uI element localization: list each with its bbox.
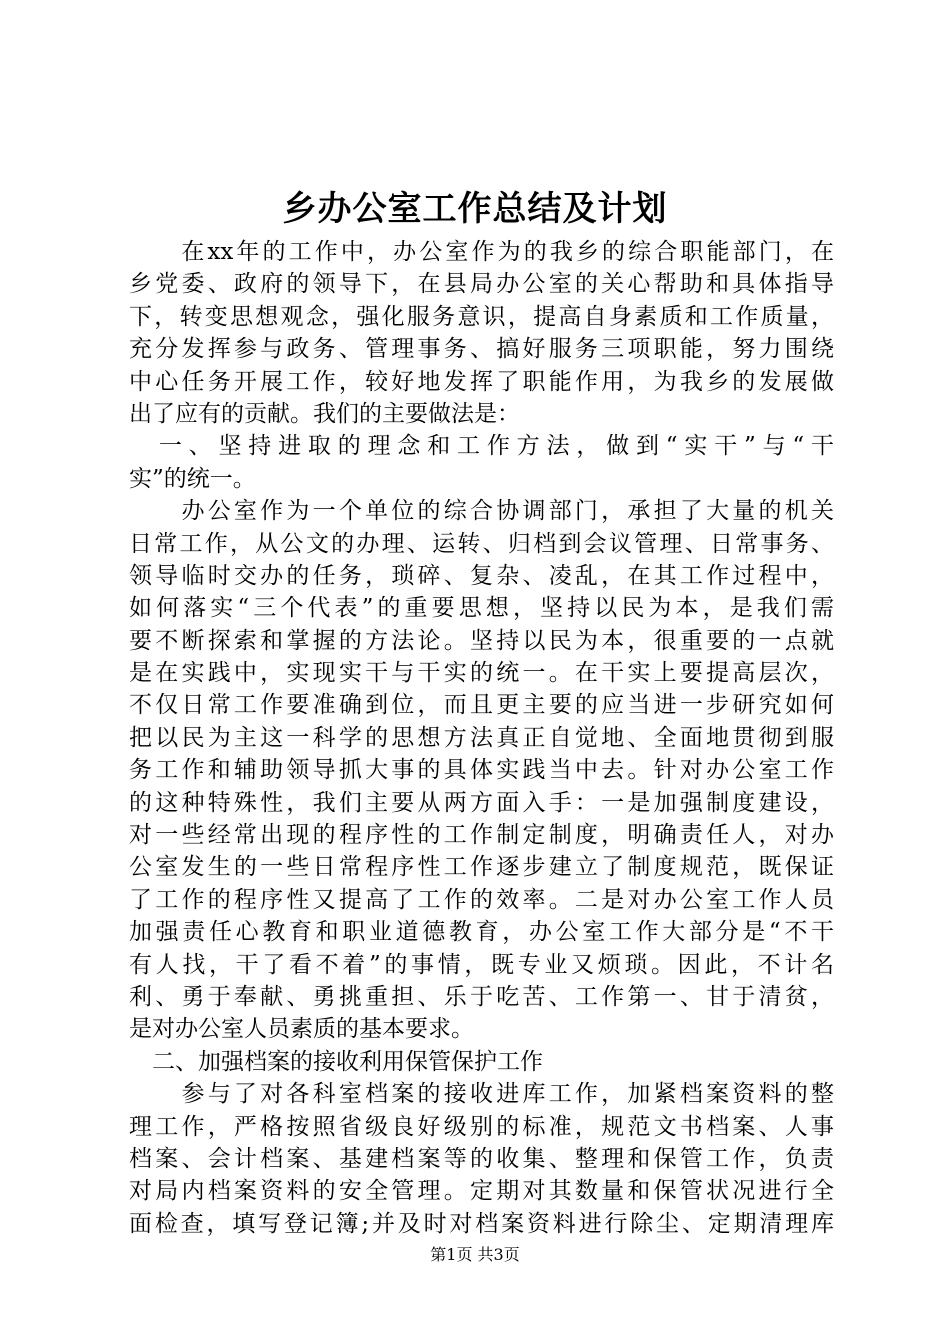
body-line: 对局内档案资料的安全管理。定期对其数量和保管状况进行全 [129,1178,834,1205]
body-line: 的这种特殊性，我们主要从两方面入手：一是加强制度建设， [129,789,834,816]
document-title: 乡办公室工作总结及计划 [282,189,668,229]
body-line: 参与了对各科室档案的接收进库工作，加紧档案资料的整 [129,1081,834,1108]
body-line: 档案、会计档案、基建档案等的收集、整理和保管工作，负责 [129,1145,834,1172]
body-line: 一、坚持进取的理念和工作方法，做到“实干”与“干 [129,433,834,460]
body-line: 充分发挥参与政务、管理事务、搞好服务三项职能，努力围绕 [129,336,834,363]
body-line: 领导临时交办的任务，琐碎、复杂、凌乱，在其工作过程中， [129,562,834,589]
body-line: 如何落实“三个代表”的重要思想，坚持以民为本，是我们需 [129,595,834,622]
body-line: 在xx年的工作中，办公室作为的我乡的综合职能部门，在 [129,239,834,265]
body-line: 是对办公室人员素质的基本要求。 [129,1016,474,1043]
body-line: 乡党委、政府的领导下，在县局办公室的关心帮助和具体指导 [129,271,834,298]
body-line: 实”的统一。 [129,465,256,492]
page-footer: 第1页 共3页 [430,1245,520,1264]
body-line: 把以民为主这一科学的思想方法真正自觉地、全面地贯彻到服 [129,724,834,751]
body-line: 利、勇于奉献、勇挑重担、乐于吃苦、工作第一、甘于清贫， [129,983,834,1010]
body-line: 了工作的程序性又提高了工作的效率。二是对办公室工作人员 [129,886,834,913]
body-line: 出了应有的贡献。我们的主要做法是： [129,400,520,427]
body-line: 不仅日常工作要准确到位，而且更主要的应当进一步研究如何 [129,692,834,719]
body-line: 要不断探索和掌握的方法论。坚持以民为本，很重要的一点就 [129,627,834,654]
body-line: 日常工作，从公文的办理、运转、归档到会议管理、日常事务、 [129,530,834,557]
body-line: 中心任务开展工作，较好地发挥了职能作用，为我乡的发展做 [129,368,834,395]
body-line: 加强责任心教育和职业道德教育，办公室工作大部分是“不干 [129,919,834,946]
body-line: 理工作，严格按照省级良好级别的标准，规范文书档案、人事 [129,1113,834,1140]
body-line: 有人找，干了看不着”的事情，既专业又烦琐。因此，不计名 [129,951,834,978]
body-line: 办公室作为一个单位的综合协调部门，承担了大量的机关 [129,498,834,525]
body-line: 面检查，填写登记簿;并及时对档案资料进行除尘、定期清理库 [129,1210,834,1237]
document-body [129,236,834,1240]
body-line: 二、加强档案的接收利用保管保护工作 [129,1048,543,1075]
body-line: 公室发生的一些日常程序性工作逐步建立了制度规范，既保证 [129,854,834,881]
body-line: 务工作和辅助领导抓大事的具体实践当中去。针对办公室工作 [129,757,834,784]
body-line: 是在实践中，实现实干与干实的统一。在干实上要提高层次， [129,660,834,687]
body-line: 对一些经常出现的程序性的工作制定制度，明确责任人，对办 [129,822,834,849]
body-line: 下，转变思想观念，强化服务意识，提高自身素质和工作质量， [129,303,834,330]
